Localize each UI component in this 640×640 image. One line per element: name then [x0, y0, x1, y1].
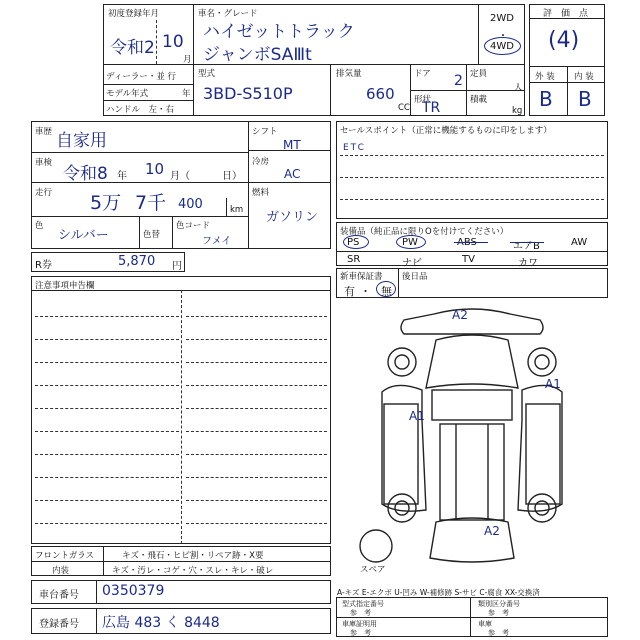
load-unit: kg [512, 106, 523, 116]
color-code-value: フメイ [202, 236, 232, 247]
doors-value: 2 [454, 73, 463, 89]
sales-value: ETC [343, 143, 366, 153]
mileage-rest: 400 [178, 197, 203, 212]
first-reg-month-unit: 月 [183, 55, 192, 65]
later-label: 後日品 [402, 272, 428, 282]
equip-item: SR [347, 254, 361, 265]
score-value: (4) [548, 28, 580, 53]
ps-circle [343, 235, 369, 249]
notes-dash-line [186, 339, 327, 340]
doors-label: ドア [414, 69, 431, 79]
equip-hline [336, 251, 608, 252]
chassis-vline [96, 580, 97, 604]
exterior-value: B [539, 87, 553, 111]
header-month-dash [156, 20, 157, 64]
front-bumper-outline [401, 309, 543, 334]
interior-value: B [578, 87, 592, 111]
car-name-label: 車名・グレード [198, 9, 258, 19]
car-diagram [336, 300, 608, 582]
inspection-label: 車検 [35, 158, 53, 168]
right-side-bed [526, 404, 560, 504]
equip-item: ABS [457, 237, 477, 248]
pw-circle [396, 235, 426, 249]
capacity-unit: 人 [514, 83, 523, 93]
shift-value: MT [283, 138, 301, 152]
reg-cert-label: 車庫証明用 [342, 620, 377, 628]
fuel-label: 燃料 [252, 188, 270, 198]
warranty-yes: 有 [344, 285, 355, 298]
mileage-man: 5万 [90, 192, 122, 214]
damage-legend: A-キズ E-エクボ U-凹み W-補修跡 S-サビ C-腐食 XX-交換済 [337, 588, 540, 597]
sales-dash-1 [340, 155, 604, 156]
warranty-label: 新車保証書 [340, 272, 383, 282]
handle-label: ハンドル 左・右 [106, 105, 175, 115]
damage-mark-right: A1 [545, 377, 561, 391]
sales-dash-3 [340, 199, 604, 200]
recycle-box [31, 252, 185, 272]
model-year-unit: 年 [182, 89, 191, 99]
certificate-label: 型式指定番号 [342, 600, 384, 608]
drive-dot: ・ [498, 31, 508, 42]
first-reg-era: 令和2 [110, 38, 155, 58]
damage-mark-left: A1 [409, 409, 425, 423]
header-hline-a [103, 84, 193, 85]
plate-value: 広島 483 く 8448 [102, 615, 220, 631]
car-grade: ジャンボSAⅢt [203, 45, 312, 65]
inspection-day-unit: 日） [222, 171, 242, 182]
load-label: 積載 [470, 95, 488, 105]
spare-label: スペア [360, 565, 386, 575]
handle-box-label: 車庫 [478, 620, 492, 628]
header-hline-b [103, 100, 193, 101]
sales-label: セールスポイント（正常に機能するものに印をします） [340, 126, 552, 136]
notes-dash-line [35, 431, 179, 432]
model-label: 型式 [198, 69, 216, 79]
inspection-month: 10 [145, 160, 165, 178]
plate-vline [96, 608, 97, 634]
inspection-era: 令和8 [63, 164, 108, 184]
airbag-strike [510, 242, 544, 243]
interior-cond-label: 内装 [52, 566, 70, 576]
left-hline-1 [31, 152, 248, 153]
reference-label-2: 参 考 [488, 609, 509, 617]
mileage-sen: 7千 [135, 192, 167, 214]
km-vline [226, 198, 227, 216]
color-vline-1 [139, 216, 140, 249]
header-vline-1 [193, 4, 194, 116]
notes-dash-line [186, 408, 327, 409]
notes-dash-line [35, 339, 179, 340]
mileage-label: 走行 [35, 188, 53, 198]
dealer-label: ディーラー・並 行 [106, 72, 177, 82]
inspection-year-unit: 年 [117, 171, 127, 182]
front-glass-value: キズ・飛石・ヒビ割・リペア跡・X要 [122, 551, 264, 561]
wheel-rear-right [528, 494, 556, 522]
history-value: 自家用 [56, 131, 107, 151]
reg-cert-ref: 参 考 [350, 629, 371, 637]
notes-dash-line [35, 408, 179, 409]
warranty-no-circle [376, 281, 396, 297]
score-label: 評 価 点 [543, 9, 589, 19]
equip-item: AW [571, 237, 588, 248]
color-vline-2 [172, 216, 173, 249]
header-vline-3 [330, 64, 331, 116]
equip-item: PW [402, 237, 418, 248]
left-hline-5 [248, 182, 331, 183]
cab-front-outline [426, 335, 518, 388]
notes-dash-line [186, 385, 327, 386]
notes-dash-line [35, 454, 179, 455]
inspection-month-unit: 月（ [170, 171, 190, 182]
notes-dash-line [35, 362, 179, 363]
cab-roof-outline [432, 390, 512, 420]
bed-outline [440, 424, 504, 520]
warranty-vline [398, 268, 399, 298]
spare-wheel [360, 530, 392, 562]
wheel-rear-left-inner [395, 501, 409, 515]
plate-label: 登録番号 [39, 619, 79, 630]
interior-cond-value: キズ・汚レ・コゲ・穴・スレ・キレ・破レ [112, 566, 274, 576]
notes-dash-line [186, 523, 327, 524]
equip-label: 装備品（純正品に限りOを付けてください） [340, 227, 509, 237]
wheel-front-right [528, 348, 556, 376]
color-code-label: 色コード [176, 221, 211, 231]
first-reg-month: 10 [162, 32, 184, 52]
displacement-value: 660 [366, 85, 395, 103]
wheel-rear-right-inner [535, 501, 549, 515]
shift-label: シフト [252, 127, 278, 137]
shape-label: 形状 [414, 95, 432, 105]
glass-hline [31, 561, 331, 562]
chassis-value: 0350379 [102, 583, 165, 599]
cert-vline [470, 597, 471, 637]
recycle-label: R券 [35, 260, 52, 271]
ac-value: AC [284, 167, 301, 181]
score-vline [567, 66, 568, 116]
wheel-front-right-inner [535, 355, 549, 369]
model-year-label: モデル年式 [106, 89, 149, 99]
exterior-label: 外 装 [535, 72, 555, 82]
color-value: シルバー [58, 228, 109, 243]
km-unit: km [230, 205, 244, 215]
rear-outline [430, 518, 514, 562]
color-label: 色 [35, 221, 44, 231]
cc-unit: CC [398, 103, 410, 113]
displacement-label: 排気量 [336, 69, 362, 79]
chassis-label: 車台番号 [39, 590, 79, 601]
abs-strike [454, 242, 488, 243]
notes-dash-line [35, 316, 179, 317]
notes-dash-line [186, 362, 327, 363]
notes-dash-line [186, 477, 327, 478]
damage-mark-rear: A2 [484, 524, 500, 538]
warranty-dot: ・ [360, 285, 371, 298]
wheel-front-left-inner [395, 355, 409, 369]
category-label: 類別区分番号 [478, 600, 520, 608]
header-divider [103, 64, 525, 65]
notes-dash-line [35, 500, 179, 501]
front-glass-label: フロントガラス [35, 551, 94, 561]
first-reg-label: 初度登録年月 [108, 9, 160, 19]
ac-label: 冷房 [252, 157, 270, 167]
notes-dash-line [186, 500, 327, 501]
reference-label-1: 参 考 [350, 609, 371, 617]
history-label: 車歴 [35, 127, 53, 137]
equip-item: カワ [518, 258, 538, 269]
notes-dash-line [186, 431, 327, 432]
color-change-label: 色替 [143, 230, 161, 240]
left-info-vline [248, 121, 249, 249]
recycle-value: 5,870 [118, 254, 156, 269]
equip-item: ナビ [402, 258, 422, 269]
handle-box-val: 参 考 [488, 629, 509, 637]
notes-center-dash [181, 290, 182, 544]
model-value: 3BD-S510P [203, 84, 293, 103]
wheel-rear-left [388, 494, 416, 522]
recycle-unit: 円 [172, 261, 182, 272]
wheel-front-left [388, 348, 416, 376]
drive-2wd: 2WD [490, 13, 514, 24]
notes-dash-line [35, 523, 179, 524]
glass-vline [103, 546, 104, 576]
damage-mark-front: A2 [452, 308, 468, 322]
drive-4wd: 4WD [490, 41, 514, 52]
cert-hline [336, 617, 608, 618]
sales-dash-2 [340, 177, 604, 178]
drive-4wd-circle [484, 37, 521, 55]
equip-item: PS [347, 237, 360, 248]
notes-dash-line [35, 477, 179, 478]
capacity-label: 定員 [470, 69, 488, 79]
fuel-value: ガソリン [266, 210, 319, 225]
notes-dash-line [186, 454, 327, 455]
equip-item: TV [462, 254, 475, 265]
header-vline-2 [478, 4, 479, 64]
shape-value: TR [422, 100, 441, 116]
equip-item: エアB [513, 241, 540, 252]
notes-dash-line [186, 316, 327, 317]
notes-dash-line [35, 385, 179, 386]
car-name: ハイゼットトラック [203, 22, 355, 42]
warranty-no: 無 [381, 285, 392, 298]
interior-label: 内 装 [574, 72, 594, 82]
notes-label: 注意事項申告欄 [35, 281, 95, 291]
header-hline-c [410, 90, 525, 91]
